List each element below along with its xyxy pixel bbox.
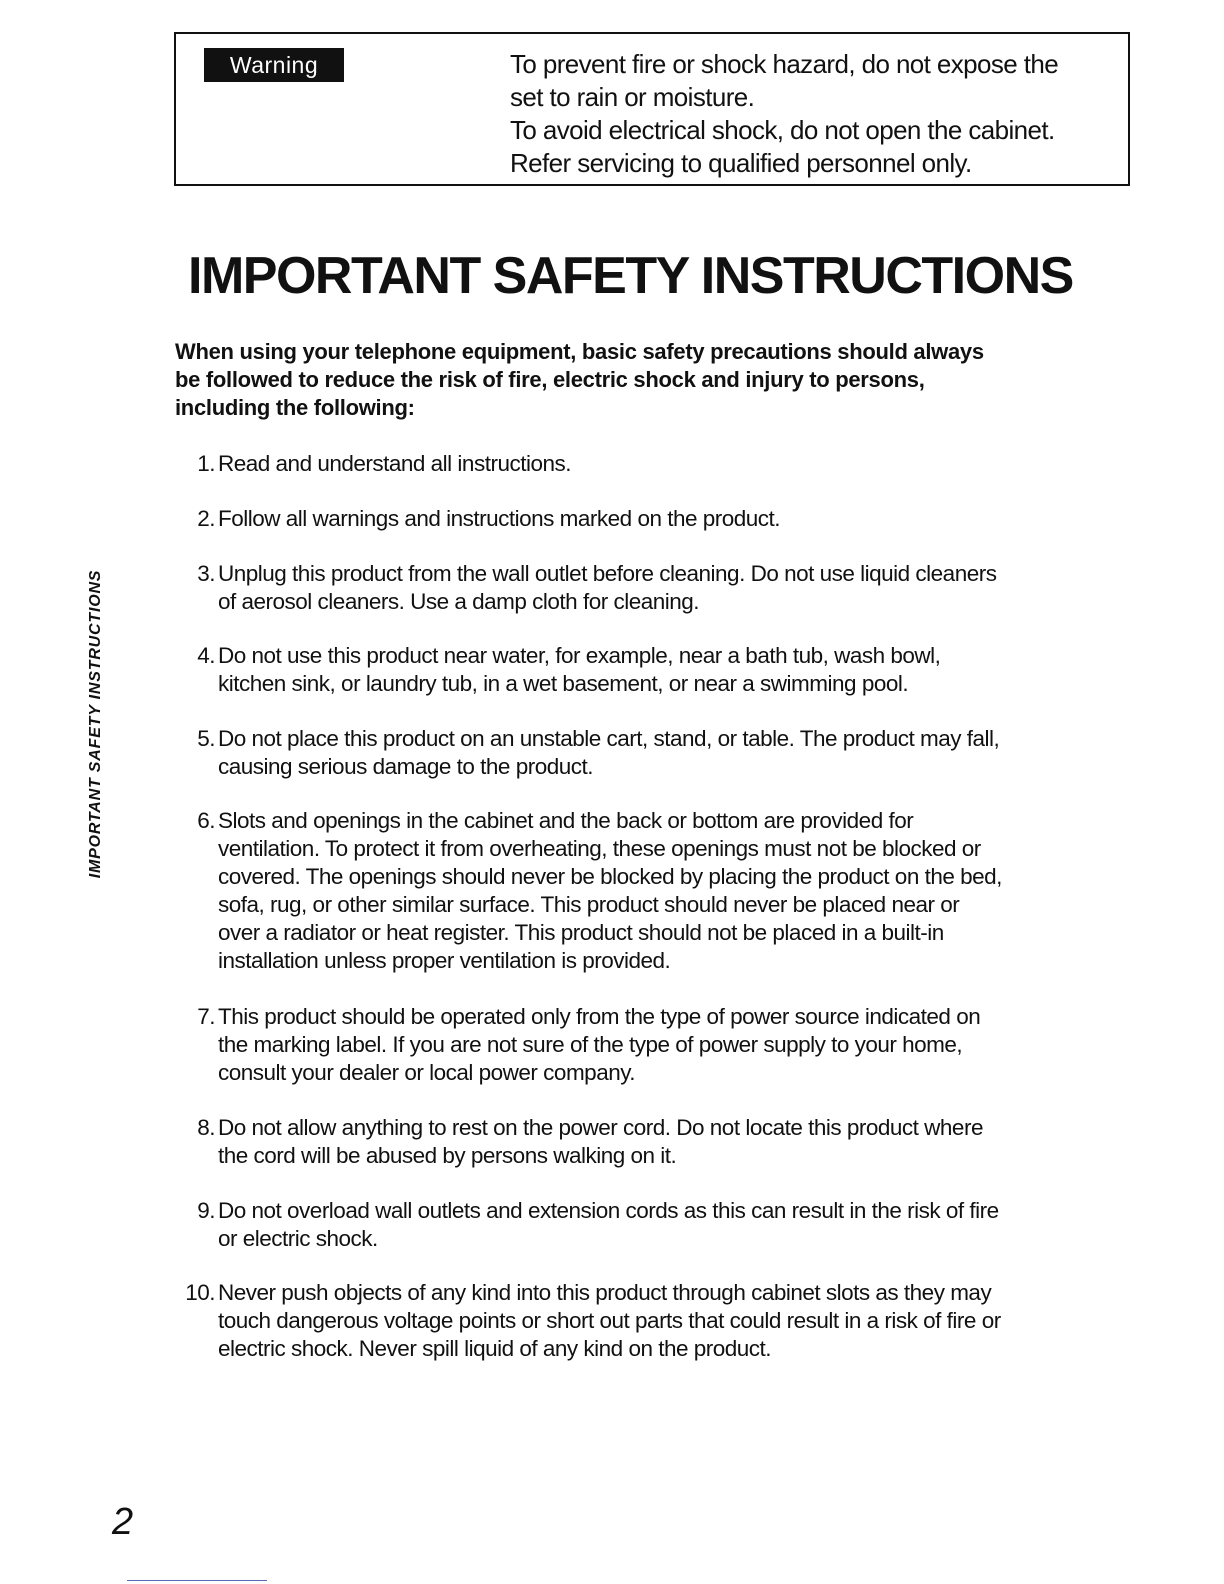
item-text	[218, 1003, 1158, 1087]
item-number: 1.	[197, 451, 215, 476]
warning-line: To prevent fire or shock hazard, do not expose the	[510, 49, 1059, 79]
item-line: Read and understand all instructions.	[218, 451, 571, 476]
item-line: electric shock. Never spill liquid of any kind on the product.	[218, 1336, 772, 1361]
item-text	[218, 450, 1158, 478]
page-number: 2	[112, 1501, 134, 1543]
item-line: or electric shock.	[218, 1226, 378, 1251]
item-line: causing serious damage to the product.	[218, 754, 593, 779]
footer-rule	[127, 1580, 267, 1581]
item-line: Do not place this product on an unstable cart, stand, or table. The product may fall,	[218, 726, 1000, 751]
item-line: Never push objects of any kind into this product through cabinet slots as they may	[218, 1280, 992, 1305]
warning-line: To avoid electrical shock, do not open the cabinet.	[510, 115, 1055, 145]
warning-text	[510, 48, 1120, 180]
warning-line: set to rain or moisture.	[510, 82, 755, 112]
intro-line: When using your telephone equipment, basic safety precautions should always	[175, 339, 984, 364]
warning-line: Refer servicing to qualified personnel only.	[510, 148, 972, 178]
item-line: touch dangerous voltage points or short out parts that could result in a risk of fire or	[218, 1308, 1001, 1333]
item-line: ventilation. To protect it from overheating, these openings must not be blocked or	[218, 836, 981, 861]
warning-box	[174, 32, 1130, 186]
side-label-text: IMPORTANT SAFETY INSTRUCTIONS	[87, 569, 104, 879]
item-line: Do not allow anything to rest on the power cord. Do not locate this product where	[218, 1115, 983, 1140]
item-text	[218, 1279, 1158, 1363]
item-line: the cord will be abused by persons walking on it.	[218, 1143, 677, 1168]
item-line: of aerosol cleaners. Use a damp cloth for cleaning.	[218, 589, 700, 614]
item-number: 4.	[197, 643, 215, 668]
item-text	[218, 1114, 1158, 1170]
item-line: consult your dealer or local power company.	[218, 1060, 636, 1085]
item-text	[218, 560, 1158, 616]
item-text	[218, 642, 1158, 698]
item-number: 9.	[197, 1198, 215, 1223]
item-text	[218, 1197, 1158, 1253]
item-number: 3.	[197, 561, 215, 586]
item-line: installation unless proper ventilation is provided.	[218, 948, 671, 973]
item-line: over a radiator or heat register. This product should not be placed in a built-in	[218, 920, 944, 945]
item-number: 8.	[197, 1115, 215, 1140]
item-number: 10.	[185, 1280, 215, 1305]
item-number: 2.	[197, 506, 215, 531]
item-line: This product should be operated only from the type of power source indicated on	[218, 1004, 981, 1029]
intro-line: be followed to reduce the risk of fire, electric shock and injury to persons,	[175, 367, 925, 392]
item-line: Slots and openings in the cabinet and the back or bottom are provided for	[218, 808, 914, 833]
item-line: Unplug this product from the wall outlet before cleaning. Do not use liquid cleaners	[218, 561, 997, 586]
item-line: Do not use this product near water, for example, near a bath tub, wash bowl,	[218, 643, 941, 668]
item-number: 5.	[197, 726, 215, 751]
item-text	[218, 725, 1158, 781]
item-line: the marking label. If you are not sure of the type of power supply to your home,	[218, 1032, 963, 1057]
item-line: Do not overload wall outlets and extension cords as this can result in the risk of fire	[218, 1198, 999, 1223]
page-title: IMPORTANT SAFETY INSTRUCTIONS	[188, 247, 1073, 305]
intro-line: including the following:	[175, 395, 415, 420]
item-line: Follow all warnings and instructions marked on the product.	[218, 506, 781, 531]
item-text	[218, 505, 1158, 533]
item-number: 6.	[197, 808, 215, 833]
item-line: sofa, rug, or other similar surface. This product should never be placed near or	[218, 892, 960, 917]
item-number: 7.	[197, 1004, 215, 1029]
item-text	[218, 807, 1158, 975]
warning-badge: Warning	[204, 48, 344, 82]
intro-paragraph	[175, 338, 1155, 422]
item-line: kitchen sink, or laundry tub, in a wet basement, or near a swimming pool.	[218, 671, 909, 696]
item-line: covered. The openings should never be blocked by placing the product on the bed,	[218, 864, 1002, 889]
